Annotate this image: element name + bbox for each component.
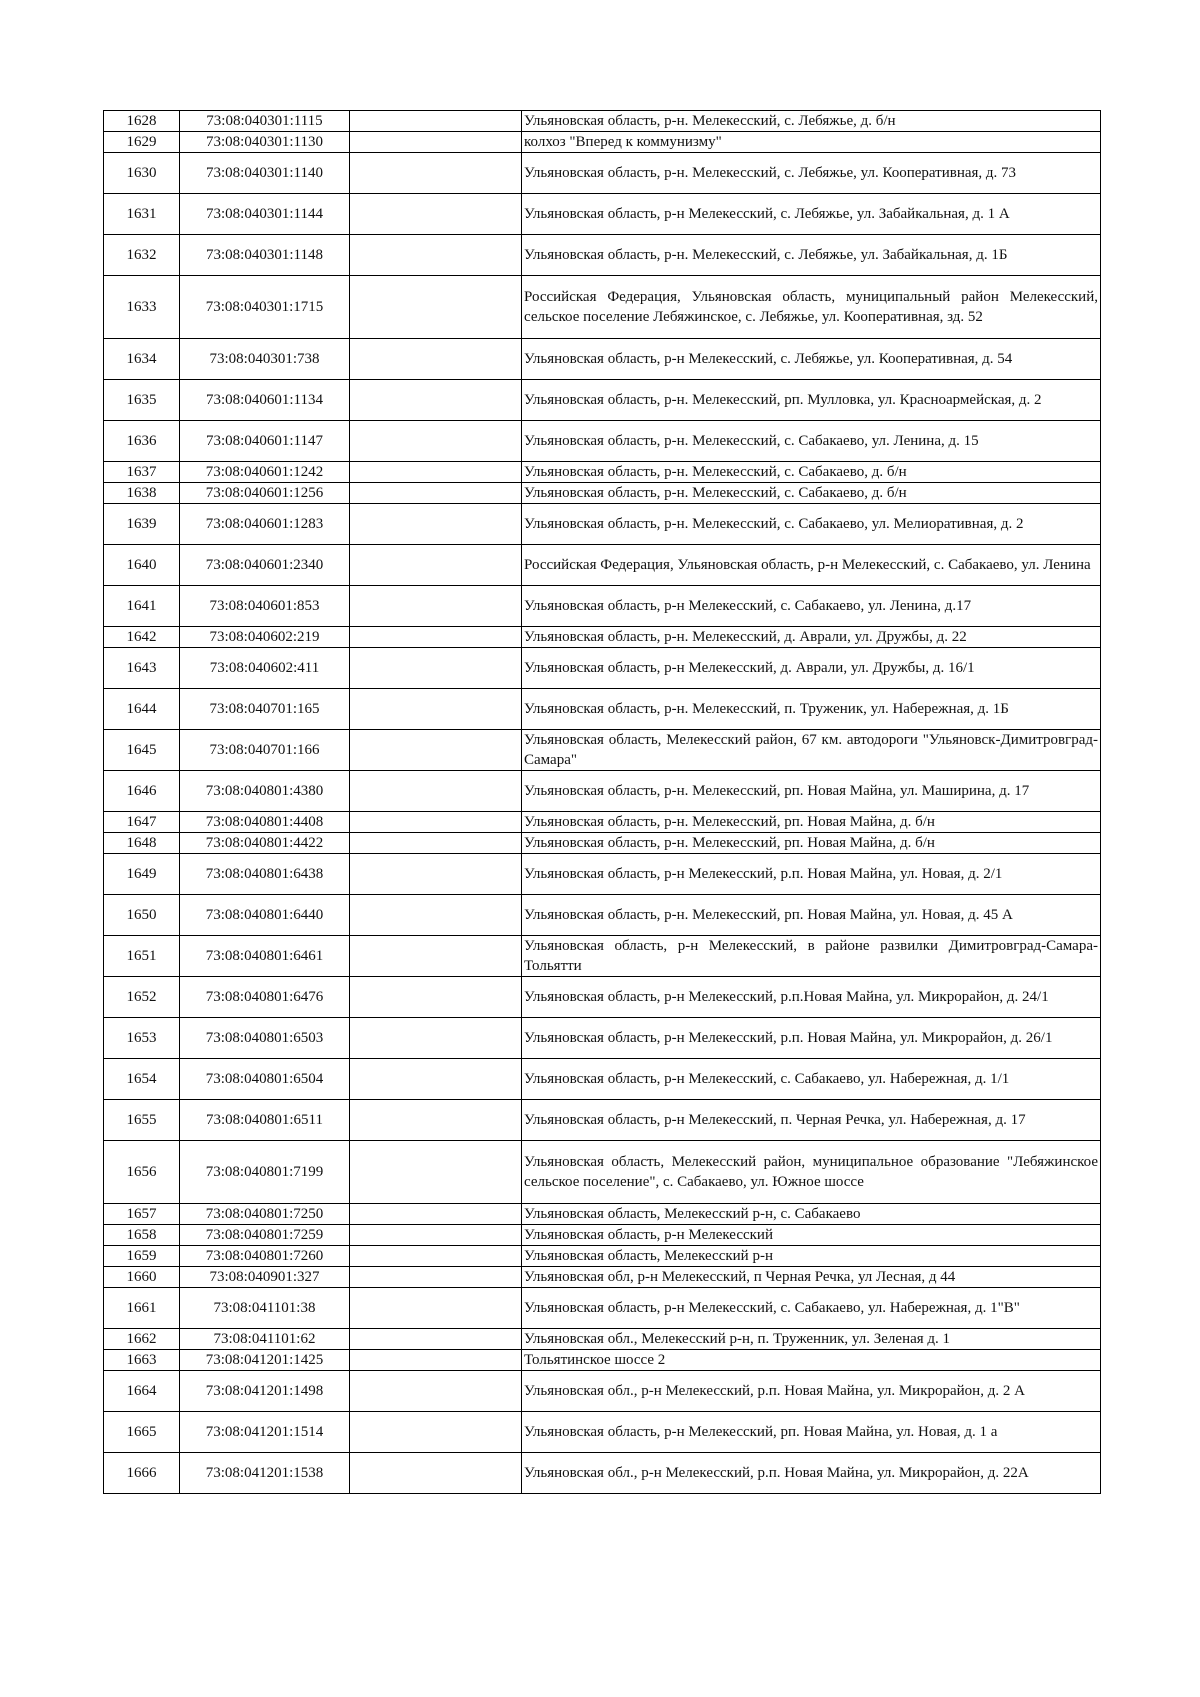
table-row	[104, 812, 1101, 833]
cadastral-number-cell: 73:08:040301:1130	[180, 132, 350, 153]
cadastral-number-cell: 73:08:040601:2340	[180, 545, 350, 586]
table-row	[104, 1100, 1101, 1141]
cadastral-number-cell: 73:08:040801:7199	[180, 1141, 350, 1204]
row-number-cell: 1658	[104, 1225, 180, 1246]
cadastral-number-cell: 73:08:040601:1134	[180, 380, 350, 421]
table-row	[104, 1267, 1101, 1288]
cadastral-number-cell: 73:08:040801:4408	[180, 812, 350, 833]
empty-cell	[350, 833, 522, 854]
cadastral-number-cell: 73:08:040601:1283	[180, 504, 350, 545]
address-cell: Ульяновская область, р-н. Мелекесский, рп. Мулловка, ул. Красноармейская, д. 2	[522, 380, 1101, 421]
table-row	[104, 936, 1101, 977]
address-cell: Ульяновская область, р-н. Мелекесский, рп. Новая Майна, ул. Маширина, д. 17	[522, 771, 1101, 812]
empty-cell	[350, 689, 522, 730]
table-row	[104, 339, 1101, 380]
cadastral-number-cell: 73:08:040801:6504	[180, 1059, 350, 1100]
table-row	[104, 483, 1101, 504]
registry-table-body	[104, 111, 1101, 1494]
address-cell: Ульяновская обл, р-н Мелекесский, п Черная Речка, ул Лесная, д 44	[522, 1267, 1101, 1288]
empty-cell	[350, 771, 522, 812]
empty-cell	[350, 153, 522, 194]
cadastral-number-cell: 73:08:040801:6438	[180, 854, 350, 895]
table-row	[104, 380, 1101, 421]
row-number-cell: 1629	[104, 132, 180, 153]
empty-cell	[350, 1371, 522, 1412]
address-cell: Ульяновская область, р-н Мелекесский, р.п. Новая Майна, ул. Микрорайон, д. 26/1	[522, 1018, 1101, 1059]
table-row	[104, 833, 1101, 854]
table-row	[104, 895, 1101, 936]
table-row	[104, 1288, 1101, 1329]
cadastral-number-cell: 73:08:040301:1148	[180, 235, 350, 276]
row-number-cell: 1661	[104, 1288, 180, 1329]
cadastral-number-cell: 73:08:040601:1242	[180, 462, 350, 483]
cadastral-number-cell: 73:08:040701:166	[180, 730, 350, 771]
cadastral-number-cell: 73:08:040901:327	[180, 1267, 350, 1288]
address-cell: Ульяновская область, р-н Мелекесский, с. Сабакаево, ул. Набережная, д. 1"В"	[522, 1288, 1101, 1329]
empty-cell	[350, 812, 522, 833]
row-number-cell: 1640	[104, 545, 180, 586]
address-cell: Российская Федерация, Ульяновская область, муниципальный район Мелекесский, сельское поселение Лебяжинское, с. Лебяжье, ул. Кооперативная, зд. 52	[522, 276, 1101, 339]
empty-cell	[350, 132, 522, 153]
address-cell: Ульяновская обл., р-н Мелекесский, р.п. Новая Майна, ул. Микрорайон, д. 22А	[522, 1453, 1101, 1494]
empty-cell	[350, 1018, 522, 1059]
address-cell: Ульяновская область, р-н Мелекесский, д. Аврали, ул. Дружбы, д. 16/1	[522, 648, 1101, 689]
cadastral-number-cell: 73:08:040801:7260	[180, 1246, 350, 1267]
cadastral-number-cell: 73:08:041201:1425	[180, 1350, 350, 1371]
cadastral-number-cell: 73:08:041201:1514	[180, 1412, 350, 1453]
empty-cell	[350, 276, 522, 339]
row-number-cell: 1641	[104, 586, 180, 627]
address-cell: Ульяновская обл., р-н Мелекесский, р.п. Новая Майна, ул. Микрорайон, д. 2 А	[522, 1371, 1101, 1412]
table-row	[104, 1350, 1101, 1371]
empty-cell	[350, 1059, 522, 1100]
table-row	[104, 648, 1101, 689]
row-number-cell: 1630	[104, 153, 180, 194]
row-number-cell: 1643	[104, 648, 180, 689]
table-row	[104, 421, 1101, 462]
cadastral-number-cell: 73:08:040801:4380	[180, 771, 350, 812]
table-row	[104, 1371, 1101, 1412]
empty-cell	[350, 194, 522, 235]
cadastral-number-cell: 73:08:040801:6511	[180, 1100, 350, 1141]
row-number-cell: 1647	[104, 812, 180, 833]
empty-cell	[350, 1329, 522, 1350]
table-row	[104, 689, 1101, 730]
row-number-cell: 1657	[104, 1204, 180, 1225]
cadastral-number-cell: 73:08:040301:1140	[180, 153, 350, 194]
address-cell: Ульяновская область, р-н. Мелекесский, с. Сабакаево, ул. Мелиоративная, д. 2	[522, 504, 1101, 545]
empty-cell	[350, 545, 522, 586]
row-number-cell: 1649	[104, 854, 180, 895]
cadastral-number-cell: 73:08:041101:62	[180, 1329, 350, 1350]
row-number-cell: 1655	[104, 1100, 180, 1141]
row-number-cell: 1631	[104, 194, 180, 235]
cadastral-number-cell: 73:08:040601:1256	[180, 483, 350, 504]
table-row	[104, 1141, 1101, 1204]
row-number-cell: 1666	[104, 1453, 180, 1494]
cadastral-number-cell: 73:08:040801:6461	[180, 936, 350, 977]
table-row	[104, 627, 1101, 648]
row-number-cell: 1650	[104, 895, 180, 936]
empty-cell	[350, 504, 522, 545]
row-number-cell: 1664	[104, 1371, 180, 1412]
empty-cell	[350, 1141, 522, 1204]
row-number-cell: 1632	[104, 235, 180, 276]
cadastral-number-cell: 73:08:040301:1144	[180, 194, 350, 235]
empty-cell	[350, 1246, 522, 1267]
address-cell: Ульяновская область, р-н. Мелекесский, д. Аврали, ул. Дружбы, д. 22	[522, 627, 1101, 648]
row-number-cell: 1639	[104, 504, 180, 545]
address-cell: Ульяновская область, р-н. Мелекесский, с. Сабакаево, д. б/н	[522, 483, 1101, 504]
address-cell: Ульяновская область, р-н. Мелекесский, рп. Новая Майна, д. б/н	[522, 812, 1101, 833]
row-number-cell: 1634	[104, 339, 180, 380]
cadastral-number-cell: 73:08:040801:4422	[180, 833, 350, 854]
address-cell: Тольятинское шоссе 2	[522, 1350, 1101, 1371]
cadastral-number-cell: 73:08:040602:411	[180, 648, 350, 689]
cadastral-number-cell: 73:08:040801:7259	[180, 1225, 350, 1246]
empty-cell	[350, 586, 522, 627]
address-cell: Ульяновская область, р-н Мелекесский, п. Черная Речка, ул. Набережная, д. 17	[522, 1100, 1101, 1141]
empty-cell	[350, 483, 522, 504]
table-row	[104, 1329, 1101, 1350]
cadastral-number-cell: 73:08:040701:165	[180, 689, 350, 730]
address-cell: Ульяновская область, р-н. Мелекесский, с. Лебяжье, д. б/н	[522, 111, 1101, 132]
cadastral-number-cell: 73:08:040801:6440	[180, 895, 350, 936]
table-row	[104, 132, 1101, 153]
row-number-cell: 1659	[104, 1246, 180, 1267]
empty-cell	[350, 648, 522, 689]
table-row	[104, 977, 1101, 1018]
row-number-cell: 1638	[104, 483, 180, 504]
address-cell: Ульяновская область, р-н. Мелекесский, с. Лебяжье, ул. Кооперативная, д. 73	[522, 153, 1101, 194]
address-cell: Ульяновская область, р-н Мелекесский, р.п.Новая Майна, ул. Микрорайон, д. 24/1	[522, 977, 1101, 1018]
registry-table	[103, 110, 1101, 1494]
address-cell: Ульяновская область, р-н Мелекесский	[522, 1225, 1101, 1246]
row-number-cell: 1651	[104, 936, 180, 977]
cadastral-number-cell: 73:08:040301:1115	[180, 111, 350, 132]
row-number-cell: 1633	[104, 276, 180, 339]
empty-cell	[350, 854, 522, 895]
address-cell: Ульяновская область, р-н Мелекесский, рп. Новая Майна, ул. Новая, д. 1 а	[522, 1412, 1101, 1453]
cadastral-number-cell: 73:08:040801:7250	[180, 1204, 350, 1225]
address-cell: Ульяновская область, р-н. Мелекесский, с. Лебяжье, ул. Забайкальная, д. 1Б	[522, 235, 1101, 276]
table-row	[104, 276, 1101, 339]
table-row	[104, 771, 1101, 812]
address-cell: Ульяновская область, р-н Мелекесский, р.п. Новая Майна, ул. Новая, д. 2/1	[522, 854, 1101, 895]
address-cell: Ульяновская область, Мелекесский р-н	[522, 1246, 1101, 1267]
address-cell: Ульяновская область, Мелекесский район, муниципальное образование "Лебяжинское сельское поселение", с. Сабакаево, ул. Южное шоссе	[522, 1141, 1101, 1204]
table-row	[104, 153, 1101, 194]
empty-cell	[350, 977, 522, 1018]
table-row	[104, 194, 1101, 235]
address-cell: Ульяновская область, р-н. Мелекесский, п. Труженик, ул. Набережная, д. 1Б	[522, 689, 1101, 730]
address-cell: колхоз "Вперед к коммунизму"	[522, 132, 1101, 153]
table-row	[104, 111, 1101, 132]
empty-cell	[350, 111, 522, 132]
row-number-cell: 1635	[104, 380, 180, 421]
empty-cell	[350, 1267, 522, 1288]
row-number-cell: 1663	[104, 1350, 180, 1371]
cadastral-number-cell: 73:08:041201:1538	[180, 1453, 350, 1494]
table-row	[104, 1059, 1101, 1100]
empty-cell	[350, 936, 522, 977]
empty-cell	[350, 1288, 522, 1329]
cadastral-number-cell: 73:08:041201:1498	[180, 1371, 350, 1412]
address-cell: Ульяновская область, р-н. Мелекесский, рп. Новая Майна, д. б/н	[522, 833, 1101, 854]
table-row	[104, 1018, 1101, 1059]
address-cell: Ульяновская область, р-н. Мелекесский, рп. Новая Майна, ул. Новая, д. 45 А	[522, 895, 1101, 936]
empty-cell	[350, 895, 522, 936]
cadastral-number-cell: 73:08:040601:853	[180, 586, 350, 627]
table-row	[104, 730, 1101, 771]
empty-cell	[350, 1453, 522, 1494]
row-number-cell: 1656	[104, 1141, 180, 1204]
row-number-cell: 1646	[104, 771, 180, 812]
cadastral-number-cell: 73:08:040601:1147	[180, 421, 350, 462]
row-number-cell: 1628	[104, 111, 180, 132]
empty-cell	[350, 1100, 522, 1141]
table-row	[104, 462, 1101, 483]
row-number-cell: 1660	[104, 1267, 180, 1288]
empty-cell	[350, 421, 522, 462]
row-number-cell: 1645	[104, 730, 180, 771]
row-number-cell: 1662	[104, 1329, 180, 1350]
address-cell: Ульяновская область, р-н Мелекесский, с. Сабакаево, ул. Ленина, д.17	[522, 586, 1101, 627]
row-number-cell: 1642	[104, 627, 180, 648]
row-number-cell: 1654	[104, 1059, 180, 1100]
cadastral-number-cell: 73:08:040602:219	[180, 627, 350, 648]
empty-cell	[350, 1412, 522, 1453]
address-cell: Ульяновская область, р-н Мелекесский, с. Лебяжье, ул. Кооперативная, д. 54	[522, 339, 1101, 380]
table-row	[104, 1246, 1101, 1267]
empty-cell	[350, 730, 522, 771]
table-row	[104, 1412, 1101, 1453]
empty-cell	[350, 1225, 522, 1246]
address-cell: Ульяновская область, Мелекесский р-н, с. Сабакаево	[522, 1204, 1101, 1225]
address-cell: Ульяновская область, р-н Мелекесский, с. Сабакаево, ул. Набережная, д. 1/1	[522, 1059, 1101, 1100]
table-row	[104, 1204, 1101, 1225]
empty-cell	[350, 339, 522, 380]
cadastral-number-cell: 73:08:040301:738	[180, 339, 350, 380]
row-number-cell: 1665	[104, 1412, 180, 1453]
address-cell: Российская Федерация, Ульяновская область, р-н Мелекесский, с. Сабакаево, ул. Ленина	[522, 545, 1101, 586]
row-number-cell: 1637	[104, 462, 180, 483]
table-row	[104, 235, 1101, 276]
table-row	[104, 545, 1101, 586]
cadastral-number-cell: 73:08:040301:1715	[180, 276, 350, 339]
cadastral-number-cell: 73:08:040801:6503	[180, 1018, 350, 1059]
cadastral-number-cell: 73:08:040801:6476	[180, 977, 350, 1018]
address-cell: Ульяновская обл., Мелекесский р-н, п. Труженник, ул. Зеленая д. 1	[522, 1329, 1101, 1350]
row-number-cell: 1652	[104, 977, 180, 1018]
address-cell: Ульяновская область, р-н Мелекесский, в районе развилки Димитровград-Самара-Тольятти	[522, 936, 1101, 977]
address-cell: Ульяновская область, Мелекесский район, 67 км. автодороги "Ульяновск-Димитровград-Самара"	[522, 730, 1101, 771]
empty-cell	[350, 462, 522, 483]
row-number-cell: 1636	[104, 421, 180, 462]
empty-cell	[350, 627, 522, 648]
address-cell: Ульяновская область, р-н. Мелекесский, с. Сабакаево, ул. Ленина, д. 15	[522, 421, 1101, 462]
table-row	[104, 1453, 1101, 1494]
empty-cell	[350, 380, 522, 421]
table-row	[104, 1225, 1101, 1246]
cadastral-number-cell: 73:08:041101:38	[180, 1288, 350, 1329]
address-cell: Ульяновская область, р-н Мелекесский, с. Лебяжье, ул. Забайкальная, д. 1 А	[522, 194, 1101, 235]
table-row	[104, 504, 1101, 545]
row-number-cell: 1644	[104, 689, 180, 730]
table-row	[104, 586, 1101, 627]
empty-cell	[350, 1350, 522, 1371]
row-number-cell: 1653	[104, 1018, 180, 1059]
table-row	[104, 854, 1101, 895]
address-cell: Ульяновская область, р-н. Мелекесский, с. Сабакаево, д. б/н	[522, 462, 1101, 483]
empty-cell	[350, 1204, 522, 1225]
empty-cell	[350, 235, 522, 276]
row-number-cell: 1648	[104, 833, 180, 854]
